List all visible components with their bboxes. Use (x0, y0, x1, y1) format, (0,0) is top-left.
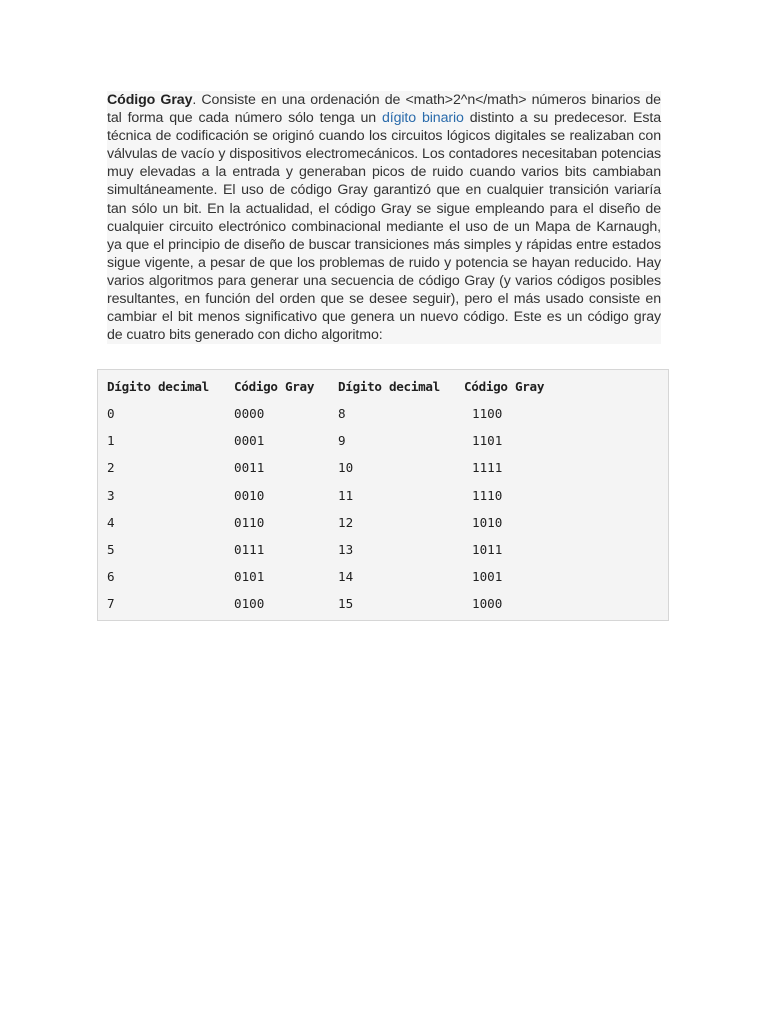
table-cell: 7 (107, 596, 115, 612)
table-header-0: Dígito decimal (107, 379, 209, 394)
table-cell: 0001 (234, 433, 265, 449)
table-cell: 15 (338, 596, 354, 612)
table-cell: 1 (107, 433, 115, 449)
table-cell: 11 (338, 487, 354, 503)
table-cell: 0011 (234, 460, 265, 476)
table-cell: 2 (107, 460, 115, 476)
table-cell: 3 (107, 487, 115, 503)
table-cell: 5 (107, 542, 115, 557)
table-cell: 0101 (234, 569, 265, 585)
table-cell: 1101 (472, 433, 503, 449)
table-cell: 1001 (472, 569, 503, 585)
link-digito-binario[interactable]: dígito binario (381, 110, 464, 127)
table-cell: 0111 (234, 542, 265, 557)
table-cell: 1011 (472, 542, 503, 557)
table-cell: 1000 (472, 596, 503, 612)
table-cell: 0100 (234, 596, 265, 612)
paragraph-text-2: distinto a su predecesor. Esta técnica de codificación se originó cuando los circuitos lógicos digitales se realizaban con válvulas de vacío y dispositivos electromecánicos. Los contadores necesitaban potencias muy elevadas a la entrada y generaban picos de ruido cuando varios bits cambiaban simultáneamente. El uso de código Gray garantizó que en cualquier transición variaría tan sólo un bit. En la actualidad, el código Gray se sigue empleando para el diseño de cualquier circuito electrónico combinacional mediante el uso de un Mapa de Karnaugh, ya que el principio de diseño de buscar transiciones más simples y rápidas entre estados sigue vigente, a pesar de que los problemas de ruido y potencia se hayan reducido. Hay varios algoritmos para generar una secuencia de código Gray (y varios códigos posibles resultantes, en función del orden que se desee seguir), pero el más usado consiste en cambiar el bit menos significativo que genera un nuevo código. Este es un código gray de cuatro bits generado con dicho algoritmo: (107, 110, 662, 344)
table-cell: 1110 (472, 487, 503, 503)
table-cell: 0000 (234, 406, 265, 421)
table-cell: 13 (338, 542, 354, 557)
term-code-gray: Código Gray (107, 92, 193, 108)
table-cell: 1010 (472, 514, 503, 530)
table-cell: 0110 (234, 514, 265, 530)
table-cell: 0 (107, 406, 115, 421)
table-cell: 0010 (234, 487, 265, 503)
table-cell: 9 (338, 433, 346, 449)
table-header-3: Código Gray (464, 379, 545, 394)
table-cell: 14 (338, 569, 354, 585)
table-cell: 10 (338, 460, 354, 476)
table-cell: 4 (107, 514, 115, 530)
table-cell: 12 (338, 514, 354, 530)
table-header-1: Código Gray (234, 379, 315, 394)
table-header-2: Dígito decimal (338, 379, 440, 394)
table-cell: 1100 (472, 406, 503, 421)
gray-code-table (97, 369, 669, 621)
table-cell: 8 (338, 406, 346, 421)
table-cell: 1111 (472, 460, 503, 476)
table-cell: 6 (107, 569, 115, 585)
description-paragraph (107, 91, 661, 344)
paragraph-text-1: . Consiste en una ordenación de <math>2^n</math> números binarios de tal forma que cada número sólo tenga un (107, 92, 661, 127)
